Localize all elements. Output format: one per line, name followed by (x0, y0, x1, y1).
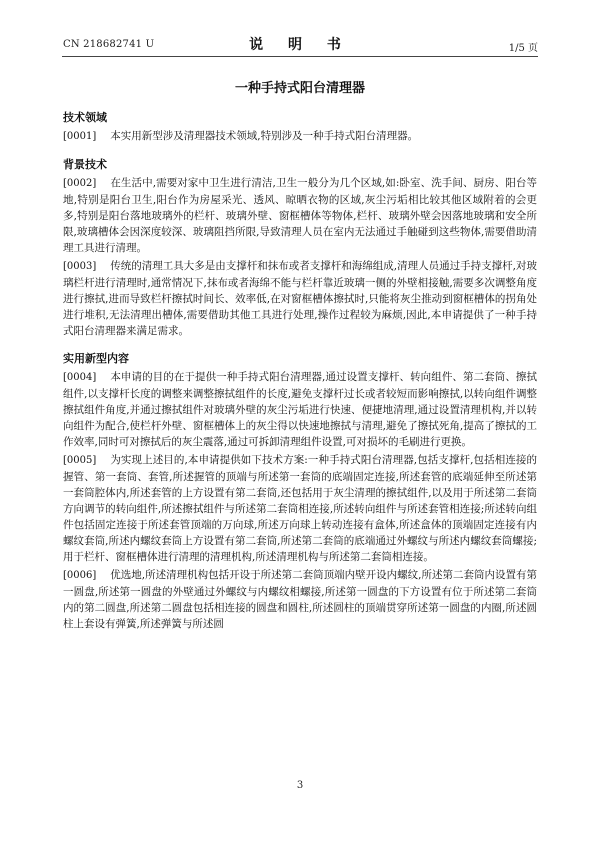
paragraph-number: [0004] (63, 372, 97, 383)
paragraph-0005 (63, 452, 537, 565)
paragraph-number: [0003] (63, 261, 97, 272)
section-heading-background: 背景技术 (63, 158, 107, 171)
paragraph-0001 (63, 128, 537, 145)
paragraph-text: 传统的清理工具大多是由支撑杆和抹布或者支撑杆和海绵组成,清理人员通过手持支撑杆,对玻璃栏杆进行清理时,通常情况下,抹布或者海绵不能与栏杆靠近玻璃一侧的外壁相接触,需要多次调整角度进行擦拭,进而导致栏杆擦拭时间长、效率低,在对窗框槽体擦拭时,只能将灰尘推动到窗框槽体的拐角处进行堆积,无法清理出槽体,需要借助其他工具进行处理,操作过程较为麻烦,因此,本申请提供了一种手持式阳台清理器来满足需求。 (63, 260, 537, 337)
paragraph-text: 优选地,所述清理机构包括开设于所述第二套筒顶端内壁开设内螺纹,所述第二套筒内设置有第一圆盘,所述第一圆盘的外壁通过外螺纹与内螺纹相螺接,所述第一圆盘的下方设置有位于所述第二套筒内的第二圆盘,所述第二圆盘包括相连接的圆盘和圆柱,所述圆柱的顶端贯穿所述第一圆盘的内圈,所述圆柱上套设有弹簧,所述弹簧与所述圆 (63, 569, 537, 630)
page-info: 1/5 页 (508, 43, 538, 54)
section-heading-technical-field: 技术领域 (63, 111, 107, 124)
paragraph-text: 本申请的目的在于提供一种手持式阳台清理器,通过设置支撑杆、转向组件、第二套筒、擦拭组件,以支撑杆长度的调整来调整擦拭组件的长度,避免支撑杆过长或者较短而影响擦拭,以转向组件调整擦拭组件角度,并通过擦拭组件对玻璃外壁的灰尘污垢进行快速、便捷地清理,通过设置清理机构,并以转向组件为配合,使栏杆外壁、窗框槽体上的灰尘得以快速地擦拭与清理,避免了擦拭死角,提高了擦拭的工作效率,同时可对擦拭后的灰尘震落,通过可拆卸清理组件设置,可对损坏的毛刷进行更换。 (63, 371, 537, 448)
page-number: 3 (296, 780, 304, 791)
header-title: 说 明 书 (249, 37, 351, 53)
section-heading-summary: 实用新型内容 (63, 352, 129, 365)
paragraph-number: [0006] (63, 570, 97, 581)
paragraph-0003 (63, 258, 537, 339)
paragraph-text: 在生活中,需要对家中卫生进行清洁,卫生一般分为几个区域,如:卧室、洗手间、厨房、阳台等地,特别是阳台卫生,阳台作为房屋采光、透风、晾晒衣物的区域,灰尘污垢相比较其他区域附着的会更多,特别是阳台落地玻璃外的栏杆、玻璃外壁、窗框槽体等物体,栏杆、玻璃外壁会因落地玻璃和安全所限,玻璃槽体会因深度较深、玻璃阻挡所限,导致清理人员在室内无法通过手触碰到这些物体,需要借助清理工具进行清理。 (63, 177, 537, 254)
paragraph-text: 本实用新型涉及清理器技术领域,特别涉及一种手持式阳台清理器。 (110, 130, 419, 142)
header-divider (62, 56, 538, 57)
paragraph-number: [0002] (63, 178, 97, 189)
paragraph-number: [0001] (63, 131, 97, 142)
paragraph-0006 (63, 567, 537, 632)
paragraph-text: 为实现上述目的,本申请提供如下技术方案:一种手持式阳台清理器,包括支撑杆,包括相连接的握管、第一套筒、套管,所述握管的顶端与所述第一套筒的底端固定连接,所述套管的底端延伸至所述第一套筒腔体内,所述套管的上方设置有第二套筒,还包括用于灰尘清理的擦拭组件,以及用于所述第二套筒方向调节的转向组件,所述擦拭组件与所述第二套筒相连接,所述转向组件与所述套管相连接;所述转向组件包括固定连接于所述套管顶端的万向球,所述万向球上转动连接有盒体,所述盒体的顶端固定连接有内螺纹套筒,所述内螺纹套筒上方设置有第二套筒,所述第二套筒的底端通过外螺纹与所述内螺纹套筒螺接;用于栏杆、窗框槽体进行清理的清理机构,所述清理机构与所述第二套筒相连接。 (63, 454, 537, 563)
paragraph-number: [0005] (63, 455, 97, 466)
paragraph-0002 (63, 175, 537, 256)
paragraph-0004 (63, 369, 537, 450)
patent-number: CN 218682741 U (63, 39, 155, 50)
document-body (63, 110, 537, 632)
document-title: 一种手持式阳台清理器 (234, 81, 365, 96)
